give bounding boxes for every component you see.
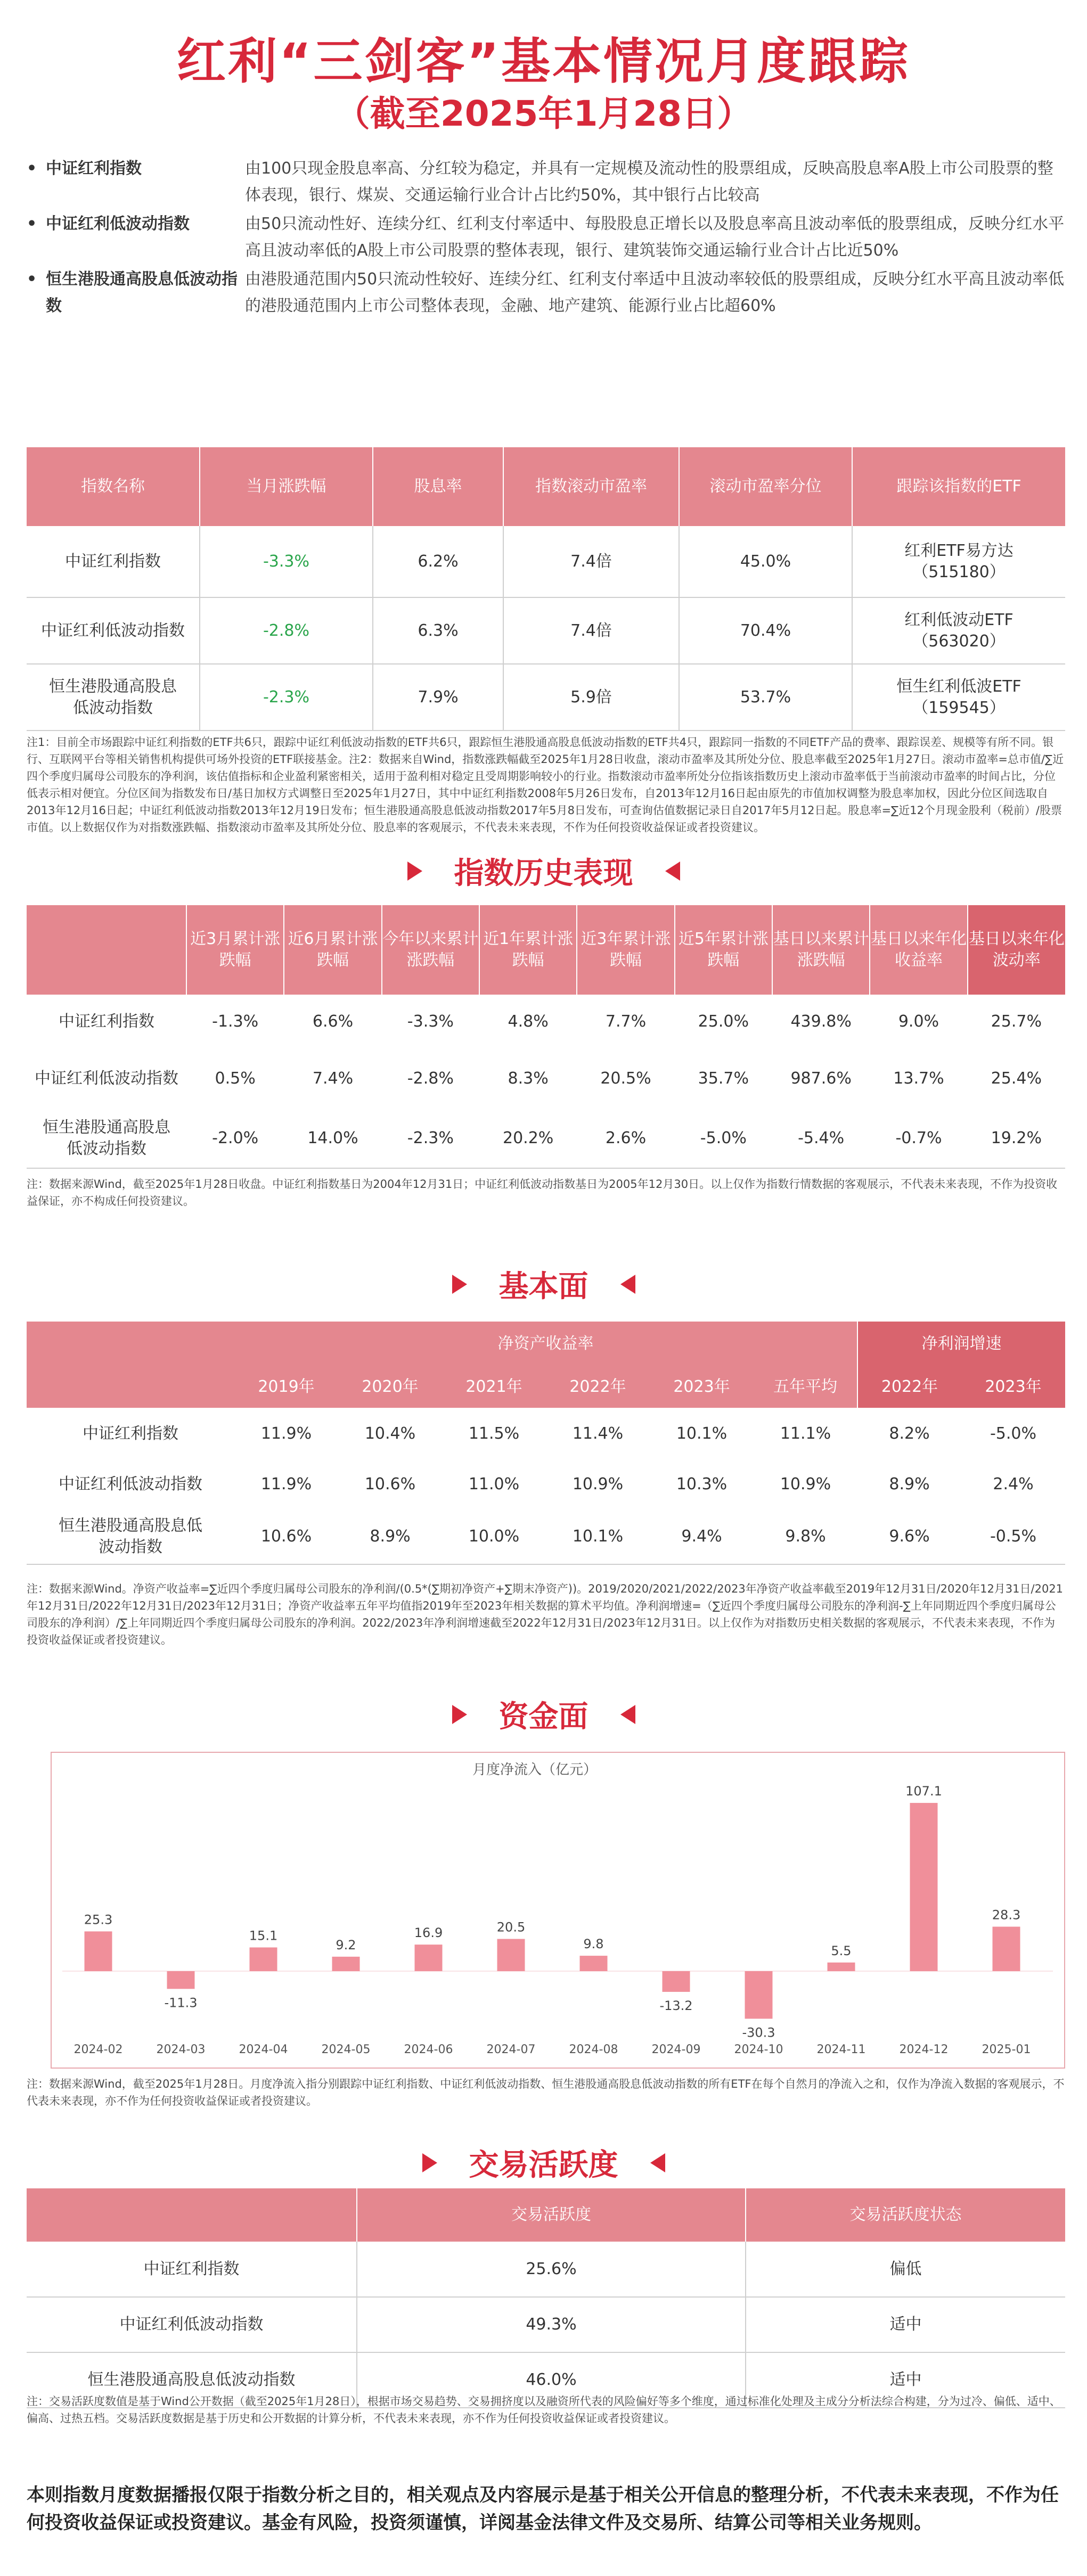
rolling-pe: 5.9倍	[503, 664, 679, 731]
data-label: 15.1	[249, 1928, 278, 1943]
table-cell: 11.5%	[468, 1424, 520, 1443]
row-name: 恒生港股通高股息低波动指数	[27, 1509, 234, 1564]
x-tick-label: 2024-10	[734, 2043, 783, 2056]
table-cell: 7.7%	[605, 1012, 647, 1031]
arrow-right-icon	[422, 2153, 437, 2172]
activity-value: 49.3%	[357, 2297, 746, 2352]
table-cell: -5.0%	[990, 1424, 1037, 1443]
table-header: 跟踪该指数的ETF	[852, 447, 1065, 526]
monthly-change: -3.3%	[200, 526, 373, 597]
table-cell: 10.6%	[234, 1509, 338, 1564]
table-header: 指数名称	[27, 447, 200, 526]
activity-note: 注：交易活跃度数值是基于Wind公开数据（截至2025年1月28日），根据市场交易趋势、交易拥挤度以及融资所代表的风险偏好等多个维度，通过标准化处理及主成分分析法综合构建，分为过冷、偏低、适中、偏高、过热五档。交易活跃度数据是基于历史和公开数据的计算分析，不代表未来表现，亦不作为任何投资收益保证或者投资建议。	[27, 2395, 1061, 2425]
data-label: 107.1	[905, 1784, 942, 1799]
table-cell: 11.0%	[468, 1475, 520, 1494]
table-header: 2022年	[546, 1366, 650, 1408]
table-cell: -2.0%	[186, 1109, 284, 1168]
table-row	[27, 526, 1065, 597]
table-cell: 35.7%	[698, 1069, 749, 1088]
bar-2025-01	[993, 1927, 1020, 1971]
table-cell: 20.2%	[479, 1109, 577, 1168]
page-subtitle: （截至2025年1月28日）	[334, 93, 753, 134]
description-row	[27, 266, 1065, 319]
table-header: 2022年	[857, 1366, 961, 1408]
data-label: 25.3	[84, 1912, 113, 1927]
funds-note: 注：数据来源Wind，截至2025年1月28日。月度净流入指分别跟踪中证红利指数、中证红利低波动指数、恒生港股通高股息低波动指数的所有ETF在每个自然月的净流入之和，仅作为净流入数据的客观展示，不代表未来表现，亦不作为任何投资收益保证或者投资建议。	[27, 2078, 1065, 2107]
x-tick-label: 2024-02	[73, 2043, 123, 2056]
pe-percentile: 70.4%	[679, 597, 852, 664]
description-row	[27, 211, 1065, 264]
x-tick-label: 2024-12	[899, 2043, 949, 2056]
data-label: 5.5	[831, 1943, 852, 1958]
net-inflow-chart	[51, 1752, 1065, 2069]
table-cell: 11.1%	[780, 1424, 831, 1443]
page-title: 红利“三剑客”基本情况月度跟踪	[177, 33, 910, 90]
activity-state: 适中	[746, 2352, 1065, 2408]
description-text: 由100只现金股息率高、分红较为稳定，并具有一定规模及流动性的股票组成，反映高股息率A股上市公司股票的整体表现，银行、煤炭、交通运输行业合计占比约50%，其中银行占比较高	[245, 159, 1053, 204]
table-cell: 8.9%	[338, 1509, 442, 1564]
overview-table	[27, 447, 1065, 731]
row-name: 恒生港股通高股息低波动指数	[27, 664, 200, 731]
section-history-heading	[0, 850, 1087, 892]
row-name: 中证红利指数	[59, 1012, 154, 1031]
description-name: 恒生港股通高股息低波动指数	[46, 270, 238, 315]
bar-2024-05	[332, 1957, 360, 1971]
table-cell: 11.9%	[260, 1475, 312, 1494]
table-cell: 11.9%	[260, 1424, 312, 1443]
table-cell: -1.3%	[212, 1012, 259, 1031]
arrow-left-icon	[665, 862, 680, 881]
activity-state: 偏低	[746, 2242, 1065, 2297]
row-name: 中证红利低波动指数	[59, 1475, 202, 1494]
bar-2024-11	[828, 1963, 855, 1971]
bar-2024-07	[497, 1939, 525, 1971]
table-header: 2023年	[650, 1366, 754, 1408]
table-row	[27, 1509, 1065, 1564]
table-header: 交易活跃度	[357, 2188, 746, 2242]
bullet-icon: •	[27, 215, 37, 233]
table-cell: -0.5%	[961, 1509, 1065, 1564]
etf-code: （563020）	[912, 631, 1006, 651]
bullet-icon: •	[27, 270, 37, 289]
fundamentals-table	[27, 1322, 1065, 1565]
rolling-pe: 7.4倍	[503, 597, 679, 664]
arrow-right-icon	[407, 862, 422, 881]
table-cell: 6.6%	[312, 1012, 354, 1031]
table-row	[27, 2242, 1065, 2297]
table-row	[27, 2297, 1065, 2352]
table-header-blank	[27, 1366, 234, 1408]
bar-2024-08	[580, 1956, 608, 1971]
table-header: 近6月累计涨跌幅	[284, 905, 381, 995]
table-cell: 13.7%	[893, 1069, 944, 1088]
table-cell: 20.5%	[600, 1069, 651, 1088]
table-cell: 11.4%	[572, 1424, 624, 1443]
table-cell: 4.8%	[508, 1012, 549, 1031]
table-cell: 25.7%	[991, 1012, 1042, 1031]
bar-2024-06	[415, 1945, 443, 1971]
section-title: 指数历史表现	[454, 856, 633, 891]
table-header: 近5年累计涨跌幅	[675, 905, 772, 995]
fundamentals-note: 注：数据来源Wind。净资产收益率=∑近四个季度归属母公司股东的净利润/(0.5*(∑期初净资产+∑期末净资产))。2019/2020/2021/2022/2023年净资产收益率截至2019年12月31日/2020年12月31日/2021年12月31日/2022年12月31日/2023年12月31日；净资产收益率五年平均值指2019年至2023年相关数据的算术平均值。净利润增速=（∑近四个季度归属母公司股东的净利润-∑上年同期近四个季度归属母公司股东的净利润）/∑上年同期近四个季度归属母公司股东的净利润。2022/2023年净利润增速截至2022年12月31日/2023年12月31日。以上仅作为对指数历史相关数据的客观展示，不代表未来表现，不作为投资收益保证或者投资建议。	[27, 1582, 1064, 1646]
activity-table	[27, 2188, 1065, 2408]
table-header: 基日以来年化波动率	[968, 905, 1065, 995]
table-header-blank	[27, 905, 186, 995]
table-cell: 2.6%	[577, 1109, 674, 1168]
table-cell: 9.4%	[650, 1509, 754, 1564]
table-row	[27, 1109, 1065, 1168]
net-inflow-svg	[52, 1753, 1064, 2068]
description-name: 中证红利指数	[46, 159, 142, 178]
pe-percentile: 45.0%	[679, 526, 852, 597]
x-tick-label: 2024-07	[486, 2043, 536, 2056]
data-label: -30.3	[742, 2025, 775, 2040]
dividend-yield: 6.2%	[373, 526, 503, 597]
table-header: 2019年	[234, 1366, 338, 1408]
history-table	[27, 905, 1065, 1169]
table-cell: 10.3%	[676, 1475, 728, 1494]
x-tick-label: 2024-05	[321, 2043, 371, 2056]
x-tick-label: 2024-04	[239, 2043, 288, 2056]
table-header: 今年以来累计涨跌幅	[382, 905, 479, 995]
table-cell: -2.8%	[407, 1069, 454, 1088]
table-header: 当月涨跌幅	[200, 447, 373, 526]
description-text: 由50只流动性好、连续分红、红利支付率适中、每股股息正增长以及股息率高且波动率低的股票组成，反映分红水平高且波动率低的A股上市公司股票的整体表现，银行、建筑装饰交通运输行业合计占比近50%	[245, 215, 1065, 260]
data-label: 9.2	[336, 1937, 356, 1952]
row-name: 中证红利指数	[27, 2242, 357, 2297]
table-cell: 439.8%	[790, 1012, 852, 1031]
table-cell: 7.4%	[312, 1069, 354, 1088]
data-label: -13.2	[659, 1998, 693, 2013]
table-cell: 2.4%	[993, 1475, 1034, 1494]
x-tick-label: 2024-06	[404, 2043, 453, 2056]
table-cell: 19.2%	[968, 1109, 1065, 1168]
bar-2024-12	[910, 1803, 938, 1971]
table-header: 近3年累计涨跌幅	[577, 905, 674, 995]
table-cell: 8.2%	[889, 1424, 930, 1443]
table-cell: 8.3%	[508, 1069, 549, 1088]
index-descriptions	[27, 155, 1065, 322]
arrow-left-icon	[620, 1705, 635, 1724]
arrow-right-icon	[452, 1705, 467, 1724]
x-tick-label: 2024-08	[569, 2043, 618, 2056]
description-row	[27, 155, 1065, 209]
table-cell: 14.0%	[284, 1109, 381, 1168]
chart-title: 月度净流入（亿元）	[472, 1762, 598, 1778]
activity-value: 46.0%	[357, 2352, 746, 2408]
table-cell: 10.0%	[442, 1509, 546, 1564]
arrow-left-icon	[620, 1275, 635, 1294]
activity-value: 25.6%	[357, 2242, 746, 2297]
table-header: 指数滚动市盈率	[503, 447, 679, 526]
arrow-left-icon	[650, 2153, 665, 2172]
section-title: 资金面	[498, 1700, 589, 1734]
table-header: 滚动市盈率分位	[679, 447, 852, 526]
tracking-etf	[852, 664, 1065, 731]
table-row	[27, 995, 1065, 1049]
table-row	[27, 1408, 1065, 1460]
table-cell: -5.0%	[675, 1109, 772, 1168]
table-header: 2021年	[442, 1366, 546, 1408]
bar-2024-03	[167, 1971, 195, 1989]
table-header-blank	[27, 1322, 234, 1366]
row-name: 中证红利低波动指数	[27, 597, 200, 664]
table-row	[27, 664, 1065, 731]
rolling-pe: 7.4倍	[503, 526, 679, 597]
data-label: -11.3	[164, 1995, 198, 2011]
data-label: 20.5	[496, 1919, 526, 1935]
table-header: 五年平均	[754, 1366, 857, 1408]
table-row	[27, 1460, 1065, 1509]
tracking-etf	[852, 597, 1065, 664]
table-cell: 25.0%	[698, 1012, 749, 1031]
table-cell: -3.3%	[407, 1012, 454, 1031]
etf-code: （159545）	[912, 698, 1006, 717]
group-header-profit-growth: 净利润增速	[857, 1322, 1065, 1366]
pe-percentile: 53.7%	[679, 664, 852, 731]
table-cell: 10.4%	[364, 1424, 416, 1443]
table-cell: -0.7%	[870, 1109, 967, 1168]
data-label: 9.8	[583, 1937, 604, 1952]
disclaimer: 本则指数月度数据播报仅限于指数分析之目的，相关观点及内容展示是基于相关公开信息的整理分析，不代表未来表现，不作为任何投资收益保证或投资建议。基金有风险，投资须谨慎，详阅基金法律文件及交易所、结算公司等相关业务规则。	[27, 2484, 1059, 2533]
table-header: 近1年累计涨跌幅	[479, 905, 577, 995]
etf-name: 红利ETF易方达	[904, 541, 1014, 560]
table-header: 基日以来年化收益率	[870, 905, 967, 995]
table-header: 2020年	[338, 1366, 442, 1408]
row-name: 中证红利低波动指数	[27, 2297, 357, 2352]
etf-name: 恒生红利低波ETF	[896, 677, 1021, 696]
section-funds-heading	[0, 1693, 1087, 1736]
description-name: 中证红利低波动指数	[46, 215, 190, 233]
bullet-icon: •	[27, 159, 37, 178]
activity-state: 适中	[746, 2297, 1065, 2352]
x-tick-label: 2024-09	[651, 2043, 701, 2056]
section-fundamentals-heading	[0, 1263, 1087, 1306]
table-header: 近3月累计涨跌幅	[186, 905, 284, 995]
table-row	[27, 597, 1065, 664]
table-cell: 9.0%	[898, 1012, 939, 1031]
table-cell: 0.5%	[215, 1069, 256, 1088]
etf-code: （515180）	[912, 562, 1006, 581]
table-header-blank	[27, 2188, 357, 2242]
table-cell: 10.9%	[572, 1475, 624, 1494]
section-title: 交易活跃度	[469, 2148, 618, 2183]
description-text: 由港股通范围内50只流动性较好、连续分红、红利支付率适中且波动率较低的股票组成，反映分红水平高且波动率低的港股通范围内上市公司整体表现，金融、地产建筑、能源行业占比超60%	[245, 270, 1065, 315]
table-cell: -2.3%	[382, 1109, 479, 1168]
table-header: 2023年	[961, 1366, 1065, 1408]
bar-2024-04	[250, 1947, 277, 1971]
x-tick-label: 2025-01	[982, 2043, 1031, 2056]
monthly-change: -2.8%	[200, 597, 373, 664]
bar-2024-02	[85, 1931, 112, 1971]
dividend-yield: 6.3%	[373, 597, 503, 664]
table-cell: 10.6%	[364, 1475, 416, 1494]
row-name: 恒生港股通高股息低波动指数	[27, 1109, 186, 1168]
table-cell: 8.9%	[889, 1475, 930, 1494]
table-cell: 9.8%	[754, 1509, 857, 1564]
dividend-yield: 7.9%	[373, 664, 503, 731]
overview-note: 注1：目前全市场跟踪中证红利指数的ETF共6只，跟踪中证红利低波动指数的ETF共6只，跟踪恒生港股通高股息低波动指数的ETF共4只，跟踪同一指数的不同ETF产品的费率、跟踪误差、规模等有所不同。银行、互联网平台等相关销售机构提供可场外投资的ETF联接基金。注2：数据来自Wind，指数涨跌幅截至2025年1月28日收盘，滚动市盈率及其所处分位、股息率截至2025年1月27日。滚动市盈率=总市值/∑近四个季度归属母公司股东的净利润，该估值指标和企业盈利紧密相关，适用于盈利相对稳定且受周期影响较小的行业。指数滚动市盈率所处分位指该指数历史上滚动市盈率低于当前滚动市盈率的时间占比，分位低表示相对便宜。分位区间为指数发布日/基日加权方式调整日至2025年1月27日，其中中证红利指数2008年5月26日发布，自2013年12月16日起由原先的市值加权调整为股息率加权，因此分位区间选取自2013年12月16日起；中证红利低波动指数2013年12月19日发布；恒生港股通高股息低波动指数2017年5月8日发布，可查询估值数据记录日自2017年5月12日起。股息率=∑近12个月现金股利（税前）/股票市值。以上数据仅作为对指数涨跌幅、指数滚动市盈率及其所处分位、股息率的客观展示，不代表未来表现，不作为任何投资收益保证或者投资建议。	[27, 736, 1064, 834]
bar-2024-09	[663, 1971, 690, 1992]
table-cell: 10.9%	[780, 1475, 831, 1494]
table-cell: 25.4%	[991, 1069, 1042, 1088]
data-label: 28.3	[992, 1907, 1021, 1923]
table-cell: 10.1%	[546, 1509, 650, 1564]
tracking-etf	[852, 526, 1065, 597]
table-header: 股息率	[373, 447, 503, 526]
bar-2024-10	[745, 1971, 773, 2019]
row-name: 中证红利指数	[27, 526, 200, 597]
table-header: 基日以来累计涨跌幅	[772, 905, 870, 995]
row-name: 恒生港股通高股息低波动指数	[27, 2352, 357, 2408]
etf-name: 红利低波动ETF	[904, 610, 1014, 629]
row-name: 中证红利低波动指数	[35, 1069, 178, 1088]
data-label: 16.9	[414, 1925, 443, 1941]
monthly-change: -2.3%	[200, 664, 373, 731]
table-row	[27, 1049, 1065, 1109]
arrow-right-icon	[452, 1275, 467, 1294]
history-note: 注：数据来源Wind，截至2025年1月28日收盘。中证红利指数基日为2004年12月31日；中证红利低波动指数基日为2005年12月30日。以上仅作为指数行情数据的客观展示，不代表未来表现，不作为投资收益保证，亦不构成任何投资建议。	[27, 1178, 1058, 1208]
table-cell: 9.6%	[857, 1509, 961, 1564]
x-tick-label: 2024-03	[156, 2043, 206, 2056]
table-cell: 10.1%	[676, 1424, 728, 1443]
table-cell: -5.4%	[772, 1109, 870, 1168]
x-tick-label: 2024-11	[816, 2043, 866, 2056]
section-title: 基本面	[498, 1269, 589, 1304]
table-cell: 987.6%	[790, 1069, 852, 1088]
table-header: 交易活跃度状态	[746, 2188, 1065, 2242]
section-activity-heading	[0, 2142, 1087, 2184]
group-header-roe: 净资产收益率	[234, 1322, 857, 1366]
row-name: 中证红利指数	[83, 1424, 178, 1443]
